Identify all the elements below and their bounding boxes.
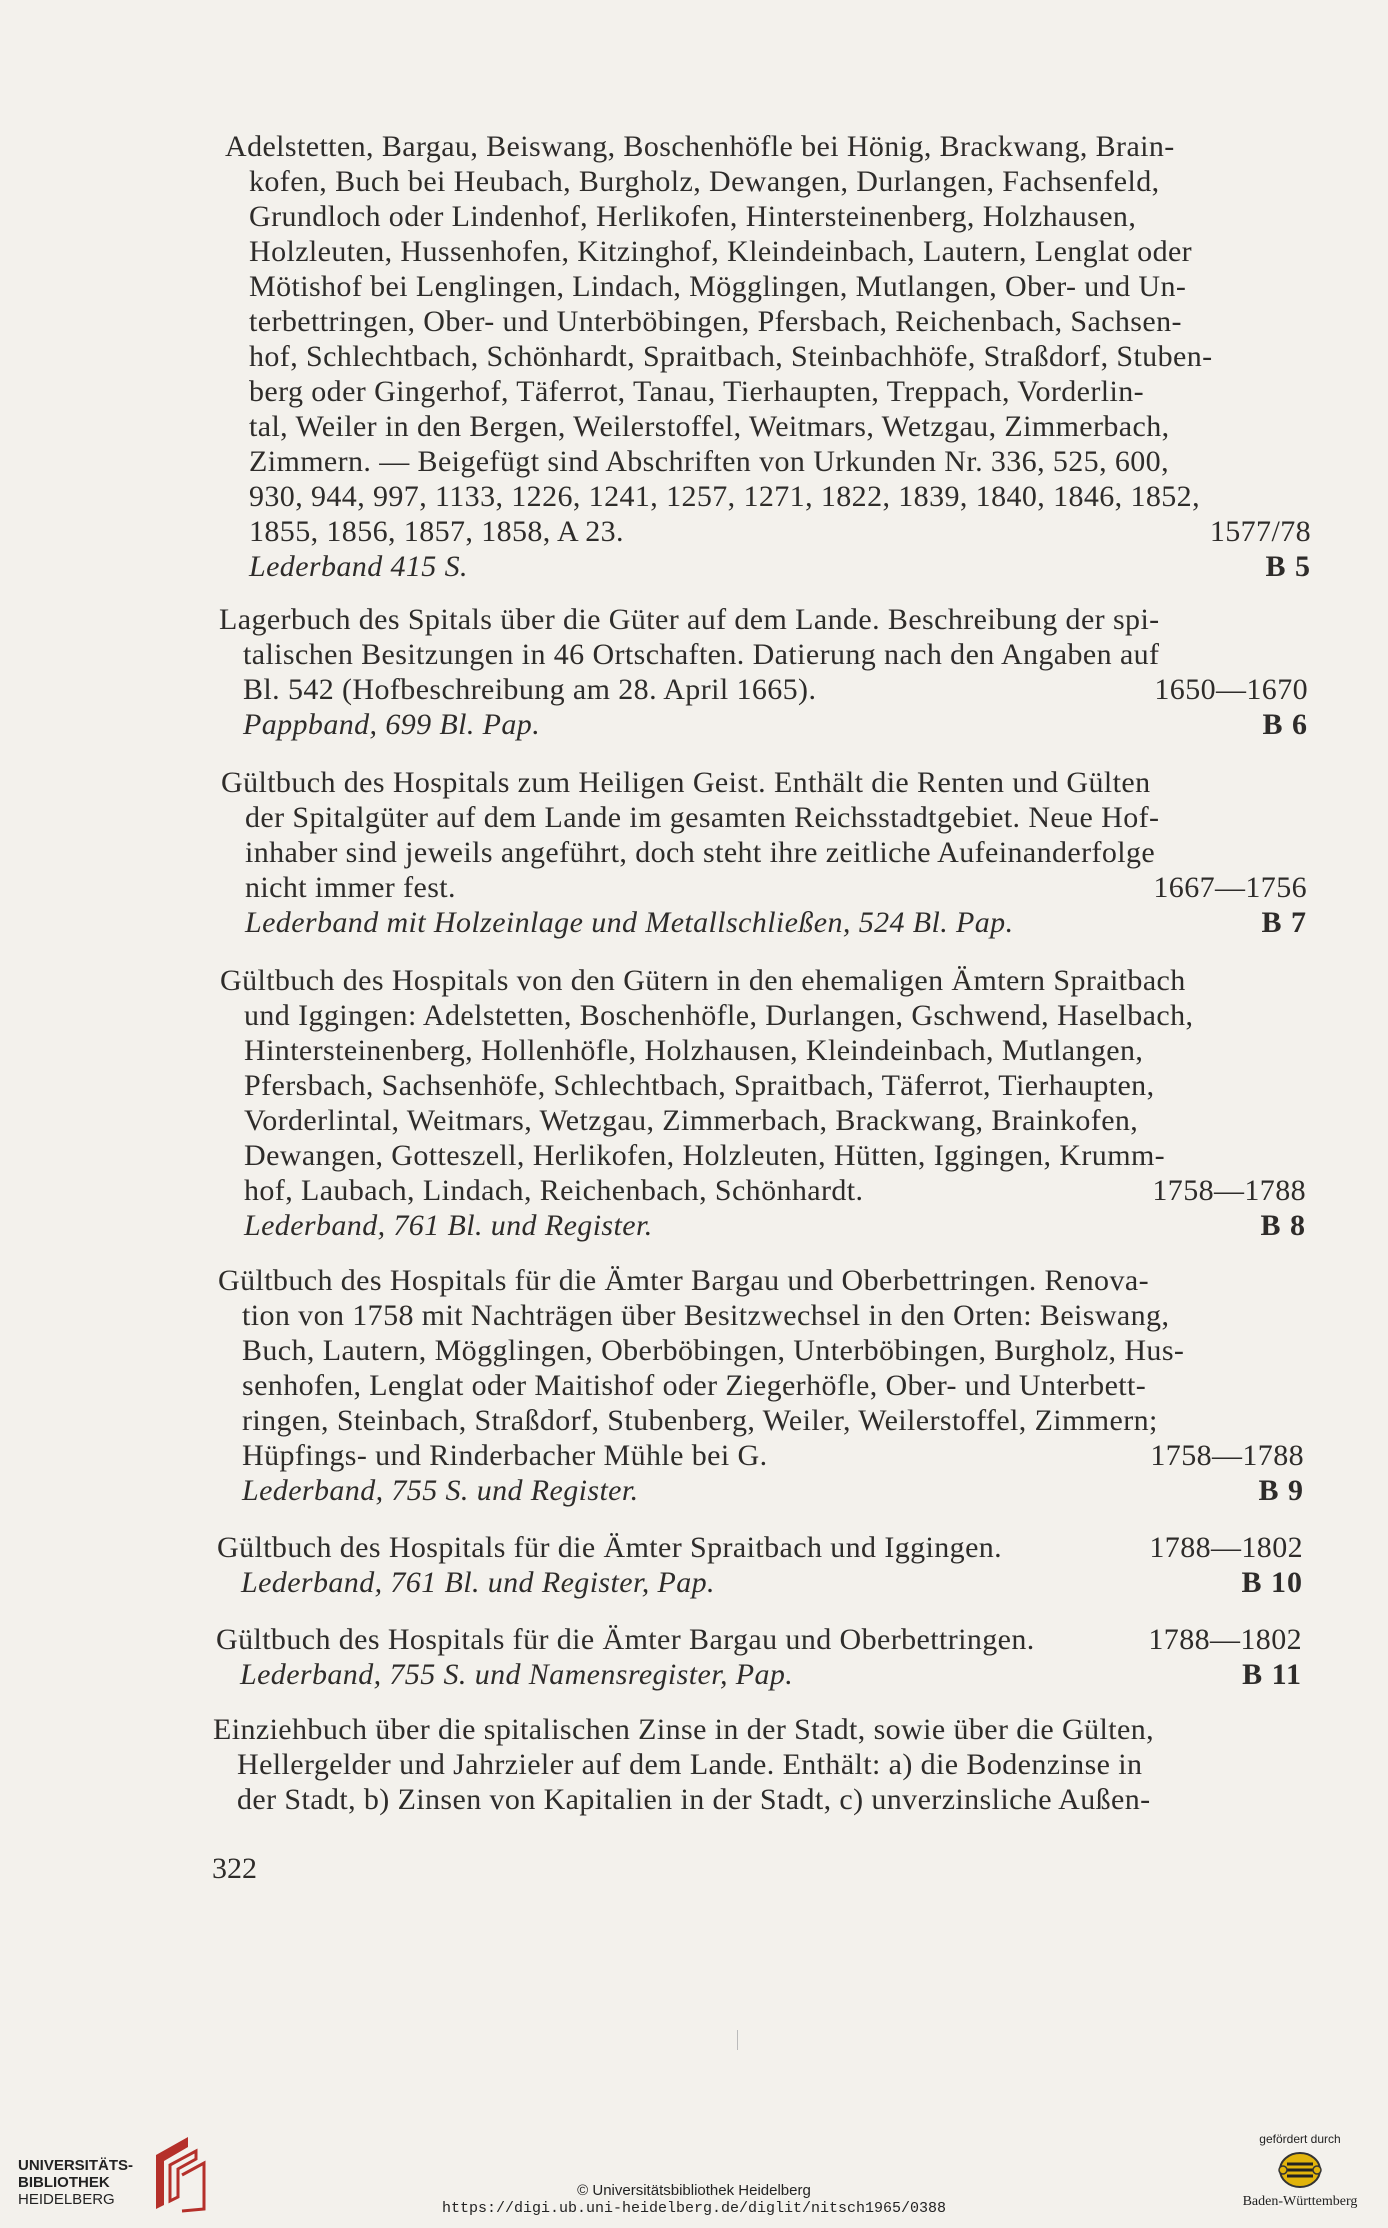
entry-text-line: senhofen, Lenglat oder Maitishof oder Ziegerhöfle, Ober- und Unterbett- [242,1369,1147,1402]
footer-citation [0,2182,1388,2218]
state-crest-icon [1277,2150,1323,2190]
entry-text-line: Mötishof bei Lenglingen, Lindach, Mögglingen, Mutlangen, Ober- und Un- [249,270,1187,303]
entry-last-line [244,1173,1306,1208]
library-line-1: UNIVERSITÄTS- [18,2157,134,2174]
entry-text-line: Bl. 542 (Hofbeschreibung am 28. April 1665). [243,673,817,706]
source-url-link[interactable]: https://digi.ub.uni-heidelberg.de/diglit/nitsch1965/0388 [441,2200,947,2217]
entry-signature: B 8 [1260,1209,1306,1242]
catalog-entry [220,963,1306,1243]
entry-text-line: nicht immer fest. [245,871,456,904]
funder-badge[interactable] [1225,2132,1375,2210]
entry-last-line [217,1530,1303,1565]
entry-text-line: Gültbuch des Hospitals zum Heiligen Geist. Enthält die Renten und Gülten [221,766,1151,799]
entry-text-line: 1855, 1856, 1857, 1858, A 23. [249,515,624,548]
scan-mark [737,2030,738,2050]
entry-physical-description [241,1565,1303,1600]
entry-date: 1650—1670 [1154,673,1308,706]
entry-text-line: tal, Weiler in den Bergen, Weilerstoffel, Weitmars, Wetzgau, Zimmerbach, [249,410,1170,443]
entry-binding: Lederband, 761 Bl. und Register, Pap. [241,1566,715,1599]
entry-signature: B 6 [1262,708,1308,741]
entry-date: 1788—1802 [1149,1531,1303,1564]
entry-text-line: Lagerbuch des Spitals über die Güter auf dem Lande. Beschreibung der spi- [219,603,1160,636]
entry-binding: Lederband, 761 Bl. und Register. [244,1209,653,1242]
library-line-3: HEIDELBERG [18,2191,115,2208]
entry-text-line: Holzleuten, Hussenhofen, Kitzinghof, Kleindeinbach, Lautern, Lenglat oder [249,235,1193,268]
catalog-entry [219,602,1308,742]
entry-text-line: Hellergelder und Jahrzieler auf dem Lande. Enthält: a) die Bodenzinse in [237,1748,1143,1781]
entry-text-line: berg oder Gingerhof, Täferrot, Tanau, Tierhaupten, Treppach, Vorderlin- [249,375,1145,408]
entry-date: 1577/78 [1209,515,1311,548]
entry-physical-description [244,1208,1306,1243]
entry-signature: B 11 [1242,1658,1302,1691]
entry-text-line: Gültbuch des Hospitals von den Gütern in den ehemaligen Ämtern Spraitbach [220,964,1186,997]
entry-text-line: hof, Laubach, Lindach, Reichenbach, Schönhardt. [244,1174,864,1207]
funder-name: Baden-Württemberg [1242,2194,1358,2209]
entry-text-line: Gültbuch des Hospitals für die Ämter Bargau und Oberbettringen. [216,1623,1035,1656]
entry-binding: Lederband mit Holzeinlage und Metallschließen, 524 Bl. Pap. [245,906,1014,939]
catalog-entry [221,765,1307,940]
entry-text-line: hof, Schlechtbach, Schönhardt, Spraitbach, Steinbachhöfe, Straßdorf, Stuben- [249,340,1213,373]
entry-signature: B 10 [1241,1566,1303,1599]
entry-text-line: talischen Besitzungen in 46 Ortschaften. Datierung nach den Angaben auf [243,638,1160,671]
entry-text-line: Vorderlintal, Weitmars, Wetzgau, Zimmerbach, Brackwang, Brainkofen, [244,1104,1139,1137]
entry-text-line: und Iggingen: Adelstetten, Boschenhöfle, Durlangen, Gschwend, Haselbach, [244,999,1194,1032]
catalog-entry [225,129,1311,584]
entry-physical-description [243,707,1308,742]
entry-signature: B 5 [1265,550,1311,583]
funded-by-text: gefördert durch [1259,2132,1341,2146]
entry-binding: Lederband, 755 S. und Namensregister, Pap. [240,1658,794,1691]
catalog-entry [213,1712,1302,1817]
entry-signature: B 9 [1258,1474,1304,1507]
page-number: 322 [212,1852,257,1885]
entry-physical-description [242,1473,1304,1508]
entry-text-line: Gültbuch des Hospitals für die Ämter Spraitbach und Iggingen. [217,1531,1003,1564]
catalog-entry [216,1622,1302,1692]
entry-binding: Lederband, 755 S. und Register. [242,1474,639,1507]
entry-text-line: Grundloch oder Lindenhof, Herlikofen, Hintersteinenberg, Holzhausen, [249,200,1137,233]
entry-binding: Pappband, 699 Bl. Pap. [243,708,541,741]
entry-last-line [216,1622,1302,1657]
entry-binding: Lederband 415 S. [249,550,468,583]
entry-physical-description [240,1657,1302,1692]
entry-text-line: Gültbuch des Hospitals für die Ämter Bargau und Oberbettringen. Renova- [218,1264,1149,1297]
entry-last-line [242,1438,1304,1473]
library-line-2: BIBLIOTHEK [18,2174,110,2191]
entry-text-line: terbettringen, Ober- und Unterböbingen, Pfersbach, Reichenbach, Sachsen- [249,305,1182,338]
entry-date: 1758—1788 [1152,1174,1306,1207]
entry-text-line: ringen, Steinbach, Straßdorf, Stubenberg, Weiler, Weilerstoffel, Zimmern; [242,1404,1158,1437]
entry-text-line: Hüpfings- und Rinderbacher Mühle bei G. [242,1439,768,1472]
entry-text-line: Zimmern. — Beigefügt sind Abschriften von Urkunden Nr. 336, 525, 600, [249,445,1169,478]
entry-text-line: kofen, Buch bei Heubach, Burgholz, Dewangen, Durlangen, Fachsenfeld, [249,165,1160,198]
entry-text-line: tion von 1758 mit Nachträgen über Besitzwechsel in den Orten: Beiswang, [242,1299,1170,1332]
entry-date: 1788—1802 [1148,1623,1302,1656]
entry-text-line: 930, 944, 997, 1133, 1226, 1241, 1257, 1271, 1822, 1839, 1840, 1846, 1852, [249,480,1200,513]
catalog-entry [218,1263,1304,1508]
entry-last-line [243,672,1308,707]
entry-text-line: inhaber sind jeweils angeführt, doch steht ihre zeitliche Aufeinanderfolge [245,836,1156,869]
catalog-entry [217,1530,1303,1600]
entry-text-line: Pfersbach, Sachsenhöfe, Schlechtbach, Spraitbach, Täferrot, Tierhaupten, [244,1069,1155,1102]
entry-text-line: Dewangen, Gotteszell, Herlikofen, Holzleuten, Hütten, Iggingen, Krumm- [244,1139,1166,1172]
entry-text-line: Hintersteinenberg, Hollenhöfle, Holzhausen, Kleindeinbach, Mutlangen, [244,1034,1144,1067]
entry-text-line: der Stadt, b) Zinsen von Kapitalien in der Stadt, c) unverzinsliche Außen- [237,1783,1151,1816]
entry-text-line: Buch, Lautern, Mögglingen, Oberböbingen, Unterböbingen, Burgholz, Hus- [242,1334,1185,1367]
entry-signature: B 7 [1261,906,1307,939]
entry-text-line: Adelstetten, Bargau, Beiswang, Boschenhöfle bei Hönig, Brackwang, Brain- [225,130,1175,163]
entry-physical-description [245,905,1307,940]
copyright-text: © Universitätsbibliothek Heidelberg [577,2182,811,2199]
entry-physical-description [249,549,1311,584]
entry-last-line [249,514,1311,549]
entry-text-line: Einziehbuch über die spitalischen Zinse in der Stadt, sowie über die Gülten, [213,1713,1154,1746]
entry-date: 1667—1756 [1153,871,1307,904]
entry-text-line: der Spitalgüter auf dem Lande im gesamten Reichsstadtgebiet. Neue Hof- [245,801,1160,834]
entry-date: 1758—1788 [1150,1439,1304,1472]
entry-last-line [245,870,1307,905]
